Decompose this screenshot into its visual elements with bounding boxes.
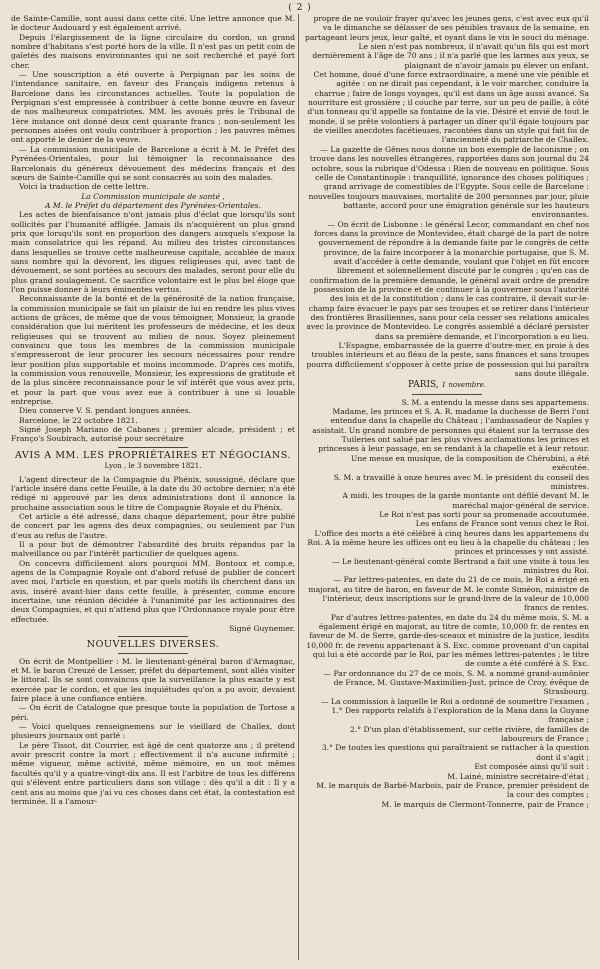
paragraph: M. Lainé, ministre secrétaire-d'état ; — [447, 771, 589, 781]
paragraph: On concevra difficilement alors pourquoi MM. Bontoux et comp.e, agens de la Compagnie Royale ont d'abord refusé de publier de concert avec moi, l'article en question, et par quels motifs ils cherchent dans un avis, inséré avant-hier dans cette feuille, à présenter, comme encore incertaine, une réunion décidée à l'unanimité par les actionnaires des deux Compagnies, et qui n'attend plus que l'Ordonnance royale pour être effectuée. — [11, 558, 295, 624]
section-heading-nouvelles: NOUVELLES DIVERSES. — [86, 639, 220, 651]
paragraph: M. le marquis de Clermont-Tonnerre, pair de France ; — [381, 799, 589, 809]
paragraph: Le Roi n'est pas sorti pour sa promenade accoutumée. — [379, 509, 589, 519]
paragraph: — Par lettres-patentes, en date du 21 de ce mois, le Roi a érigé en majorat, au titre de baron, en faveur de M. le comte Siméon, ministre de l'intérieur, deux inscriptions sur le grand-livre de la valeur de 10,000 francs de rentes. — [308, 575, 589, 613]
paragraph: — Par ordonnance du 27 de ce mois, S. M. a nommé grand-aumônier de France, M. Gustave-Maximilien-Just, prince de Croy, évêque de Strasbourg. — [323, 668, 589, 697]
column-divider — [298, 14, 299, 960]
right-column — [305, 14, 589, 964]
paragraph: Voici la traduction de cette lettre. — [19, 182, 149, 192]
paragraph: — Une souscription a été ouverte à Perpignan par les soins de l'intendance sanitaire, en faveur des Français indigens retenus à Barcelone dans les circonstances actuelles. Toute la population de Perpignan s'est empressée à contribuer à cette bonne œuvre en faveur de nos malheureux compatriotes. MM. les avoués près le Tribunal de 1ère instance ont donné deux cent quarante francs ; non-seulement les personnes aisées ont voulu contribuer à proportion ; les pauvres mêmes ont apporté le denier de la veuve. — [11, 70, 295, 145]
paragraph: M. le marquis de Barbé-Marbois, pair de France, premier président de la cour des comptes ; — [316, 780, 589, 800]
paragraph: Par d'autres lettres-patentes, en date du 24 du même mois, S. M. a également érigé en majorat, au titre de comte, 10,000 fr. de rentes en faveur de M. de Serre, garde-des-sceaux et ministre de la justice, lesdits 10,000 fr. de revenu appartenant à S. Exc. comme provenant d'un capital qui lui a été accordé par le Roi, par les mêmes lettres-patentes ; le titre de comte a été conféré à S. Exc. — [306, 612, 589, 669]
paragraph: — On écrit de Lisbonne : le général Lecor, commandant en chef nos forces dans la province de Montevideo, était chargé de la part de notre gouvernement de répondre à la demande faite par le congrès de cette province, de la faire incorporer à la monarchie portugaise, que S. M. avait d'accéder à cette demande, voulant que l'objet en fût encore librement et solennellement discuté par le congrès ; qu'en cas de confirmation de la première demande, le général avait ordre de prendre possession de la province et de continuer à la gouverner sous l'autorité des lois et de la constitution ; dans le cas contraire, il devait sur-le-champ faire évacuer le pays par ses troupes et se retirer dans l'intérieur des frontières Brasiliennes, sans pour cela cesser ses relations amicales avec la province de Montevideo. Le congrès assemblé a déclaré persister dans sa première demande, et l'incorporation a eu lieu. — [306, 219, 589, 341]
paragraph: On écrit de Montpellier : M. le lieutenant-général baron d'Armagnac, et M. le baron Creuzé de Lesser, préfet du département, sont allés visiter le littoral. Ils se sont convaincus que la surveillance la plus exacte y est exercée par le cordon, et que les inquiétudes qu'on a pu avoir, devaient faire place à une confiance entière. — [11, 656, 295, 704]
paris-dateline — [305, 381, 589, 390]
section-rule — [118, 447, 188, 448]
paragraph: Reconnaissante de la bonté et de la générosité de la nation française, la commission municipale se fait un plaisir de lui en rendre les plus vives actions de grâces, de même que de vous témoigner, Monsieur, la grande considération que lui méritent les professeurs de médecine, et les deux religieuses qui se trouvent au milieu de nous. Soyez pleinement convaincu que tous les membres de la commission municipale s'empresseront de leur procurer les secours nécessaires pour rendre leur position plus supportable et moins incommode. D'après ces motifs, la commission vous renouvelle, Monsieur, les expressions de gratitude et de la plus sincère reconnaissance pour le vif intérêt que vous avez pris, et pour la part que vous avez eue à contribuer à une si louable entreprise. — [11, 294, 295, 407]
letter-from: La Commission municipale de santé , — [81, 191, 225, 201]
paragraph: S. M. a entendu la messe dans ses appartemens. — [401, 397, 589, 407]
letter-to: A M. le Préfet du département des Pyrénées-Orientales. — [45, 200, 261, 210]
paragraph: L'agent directeur de la Compagnie du Phénix, soussigné, déclare que l'article inséré dans cette Feuille, à la date du 30 octobre dernier, n'a été rédigé ni approuvé par les deux administrations dont il annonce la prochaine association sous le titre de Compagnie Royale et du Phénix. — [11, 474, 295, 512]
paragraph: Dieu conserve V. S. pendant longues années. — [19, 406, 192, 416]
section-rule — [118, 636, 188, 637]
paragraph: — Voici quelques renseignemens sur le vieillard de Challex, dont plusieurs journaux ont parlé : — [11, 722, 295, 741]
section-rule — [412, 394, 482, 395]
paragraph: — Le lieutenant-général comte Bertrand a fait une visite à tous les ministres du Roi. — [332, 556, 589, 575]
paragraph: — On écrit de Catalogne que presque toute la population de Tortose a péri. — [11, 703, 295, 722]
section-rule — [118, 653, 188, 654]
signature: Signé Joseph Mariano de Cabanes ; premier alcade, président ; et Franço's Soubirach, autorisé pour secrétaire — [11, 425, 295, 444]
paris-date: 1 novembre. — [441, 381, 486, 390]
page-number: ( 2 ) — [288, 3, 312, 13]
section-heading-avis: AVIS A MM. LES PROPRIÉTAIRES ET NÉGOCIANS. — [14, 449, 292, 461]
paragraph: Barcelone, le 22 octobre 1821. — [19, 415, 138, 425]
paragraph: L'Espagne, embarrassée de la guerre d'outre-mer, en proie à des troubles intérieurs et au fléau de la peste, sans finances et sans troupes pourra difficilement s'opposer à cette prise de possession qui lui paraîtra sans doute illégale. — [306, 341, 589, 379]
paragraph: Les enfans de France sont venus chez le Roi. — [415, 519, 589, 529]
paragraph: Les actes de bienfaisance n'ont jamais plus d'éclat que lorsqu'ils sont sollicités par l'humanité affligée. Jamais ils n'acquièrent un plus grand prix que lorsqu'ils sont en proportion des dangers auxquels s'expose la main consolatrice qui les répand. Au milieu des tristes circonstances dans lesquelles se trouve cette malheureuse capitale, accablée de maux sans nombre qui la dévorent, les digues religieuses qui, avec tant de dévouement, se sont portées au secours des malades, seront pour elle du plus grand soulagement. Ce sacrifice volontaire est le plus bel éloge que l'on puisse donner à leurs éminentes vertus. — [11, 210, 295, 294]
paragraph: Une messe en musique, de la composition de Chérubini, a été exécutée. — [350, 453, 589, 473]
paragraph: L'office des morts a été célébré à cinq heures dans les appartemens du Roi. A la même heure les offices ont eu lieu à la chapelle du château ; les princes et princesses y ont assisté. — [307, 528, 589, 557]
paragraph: Est composée ainsi qu'il suit : — [474, 762, 589, 772]
paragraph: Depuis l'élargissement de la ligne circulaire du cordon, un grand nombre d'habitans s'est porté hors de la ville. Il n'est pas un petit coin de gaîetés des maisons environnantes qui ne soit recherché et payé fort cher. — [11, 32, 295, 70]
paragraph: Cet article a été adressé, dans chaque département, pour être publié de concert par les agens des deux compagnies, ou seulement par l'un d'eux au refus de l'autre. — [11, 511, 295, 540]
paragraph: propre de ne vouloir frayer qu'avec les jeunes gens, c'est avec eux qu'il va le dimanche se délasser de ses pénibles travaux de la semaine, en partageant leurs jeux, leur gaîté, et oyant dans le vin le souci du ménage. Le sien n'est pas nombreux, il n'avait qu'un fils qui est mort dernièrement à l'âge de 70 ans ; il n'a parlé que les larmes aux yeux, se plaignant de n'avoir jamais pu élever un enfant. — [305, 14, 589, 70]
paragraph: de Sainte-Camille, sont aussi dans cette cité. Une lettre annonce que M. le docteur Audouard y est également arrivé. — [11, 14, 295, 33]
left-column — [11, 14, 295, 964]
paragraph: 1.° Des rapports relatifs à l'exploration de la Mana dans la Guyane française ; — [331, 706, 589, 725]
paragraph: — La commission à laquelle le Roi a ordonné de soumettre l'examen , — [320, 696, 589, 706]
paragraph: Madame, les princes et S. A. R. madame la duchesse de Berri l'ont entendue dans la chapelle du Château ; l'ambassadeur de Naples y assistait. Un grand nombre de personnes qui étaient sur la terrasse des Tuileries ont salué par les plus vives acclamations les princes et princesses à leur passage, en se rendant à la chapelle et à leur retour. — [312, 407, 589, 454]
paragraph: A midi, les troupes de la garde montante ont défilé devant M. le maréchal major-général de service. — [342, 491, 589, 510]
dateline: Lyon , le 3 novembre 1821. — [104, 462, 202, 471]
paragraph: Le père Tissot, dit Courrier, est âgé de cent quatorze ans ; il prétend avoir prescrit contre la mort ; effectivement il n'a aucune infirmité ; même vigueur, même activité, même mémoire, en un mot mêmes facultés qu'il y a quatre-vingt-dix ans. Il est l'arbitre de tous les différens qui s'élèvent entre particuliers dans son village : dès qu'il a dit : Il y a cent ans au moins que j'ai vu ces choses dans cet état, la contestation est terminée. Il a l'amour- — [11, 740, 295, 806]
paragraph: 3.° De toutes les questions qui paraîtraient se rattacher à la question dont il s'agit ; — [321, 743, 589, 762]
paragraph: — La gazette de Gênes nous donne un bon exemple de laconisme ; on trouve dans les nouvelles étrangères, rapportées dans son journal du 24 octobre, sous la rubrique d'Odessa : Rien de nouveau en politique. Sous celle de Constantinople : tranquillité, ignorance des choses politiques ; grand arrivage de comestibles de l'Egypte. Sous celle de Barcelone : nouvelles toujours mauvaises, mortalité de 200 personnes par jour, pluie battante, accord pour une émigration générale sur les hauteurs environnantes. — [308, 144, 589, 220]
paris-city: PARIS, — [408, 380, 439, 391]
signature: Signé Guynemer. — [229, 624, 295, 633]
paragraph: Cet homme, doué d'une force extraordinaire, a mené une vie pénible et agitée : on ne dirait pas cependant, à le voir marcher, conduire la charrue ; faire de longs voyages, qu'il est dans un âge aussi avancé. Sa nourriture est grossière ; il couche par terre, sur un peu de paille, à côté d'un tonneau qu'il appelle sa fontaine de la vie. Désiré et envié de tout le monde, il se prête volontiers à partager un dîner qu'il égaie toujours par de vieilles anecdotes facétieuses, racontées dans un style qui fait foi de l'ancienneté du patriarche de Challex. — [307, 70, 589, 145]
paragraph: S. M. a travaillé à onze heures avec M. le président du conseil des ministres. — [333, 472, 589, 491]
paragraph: — La commission municipale de Barcelone a écrit à M. le Préfet des Pyrénées-Orientales, pour lui témoigner la reconnaissance des Barcelonais du généreux dévouement des médecins français et des sœurs de Sainte-Camille qui se sont consacrés au soin des malades. — [11, 144, 295, 182]
paragraph: 2.° D'un plan d'établissement, sur cette rivière, de familles de laboureurs de France ; — [349, 724, 589, 744]
paragraph: Il a pour but de démontrer l'absurdité des bruits répandus par la malveillance ou par l'intérêt particulier de quelques agens. — [11, 539, 295, 559]
